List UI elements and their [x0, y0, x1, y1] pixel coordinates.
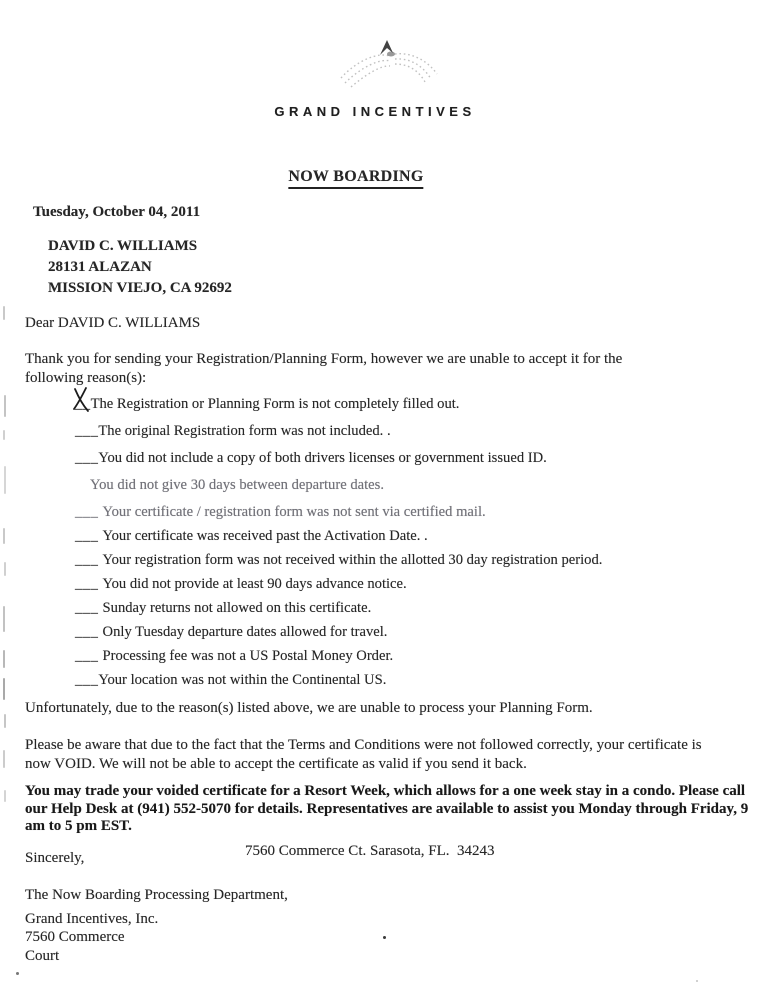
scan-streak — [3, 430, 5, 440]
scan-streak — [4, 466, 6, 494]
scan-streak — [3, 750, 5, 768]
reason-blank-line: ___ — [75, 528, 103, 544]
handwritten-x-mark — [72, 387, 90, 413]
office-address-line: 7560 Commerce Ct. Sarasota, FL. 34243 — [245, 843, 495, 859]
signature-block — [25, 886, 288, 965]
letter-title: NOW BOARDING — [288, 168, 423, 189]
scan-streak — [3, 678, 5, 700]
reason-text: The original Registration form was not included. . — [98, 423, 391, 439]
scan-speck — [16, 972, 19, 975]
scan-streak — [3, 606, 5, 632]
reason-item — [75, 423, 725, 440]
signature-department: The Now Boarding Processing Department, — [25, 887, 288, 903]
reason-text: Your registration form was not received within the allotted 30 day registration period. — [102, 552, 603, 568]
reason-blank-line: ___ — [75, 504, 103, 520]
reason-blank-line: __ — [75, 396, 91, 412]
reason-text: You did not include a copy of both drivers licenses or government issued ID. — [98, 450, 547, 466]
reason-item — [75, 624, 725, 641]
reason-text: You did not provide at least 90 days advance notice. — [102, 576, 407, 592]
scan-streak — [4, 395, 6, 417]
reason-blank-line: ___ — [75, 672, 99, 688]
reason-item — [75, 450, 725, 467]
reason-text: Sunday returns not allowed on this certificate. — [102, 600, 372, 616]
reason-blank-line: ___ — [75, 552, 103, 568]
scan-streak — [4, 790, 6, 802]
scan-speck — [696, 980, 698, 982]
scan-speck — [383, 936, 386, 939]
reason-item — [75, 672, 725, 689]
scan-streak — [4, 714, 6, 728]
scan-streak — [4, 562, 6, 576]
reason-blank-line: ___ — [75, 423, 99, 439]
signature-company: Grand Incentives, Inc. — [25, 910, 159, 927]
scan-streak — [3, 650, 5, 668]
trade-offer-paragraph: You may trade your voided certificate for a Resort Week, which allows for a one week stay in a condo. Please call our Help Desk at (941) 552-5070 for details. Representatives are available to assist you Monday through Friday, 9 am to 5 pm EST. — [25, 783, 749, 835]
intro-paragraph: Thank you for sending your Registration/Planning Form, however we are unable to accept it for the following reason(s): — [25, 351, 623, 386]
feather-swoosh-icon — [327, 38, 447, 90]
reason-item — [75, 600, 725, 617]
reason-text: Your location was not within the Continental US. — [98, 672, 387, 688]
recipient-street: 28131 ALAZAN — [48, 259, 152, 275]
reason-text: Processing fee was not a US Postal Money Order. — [102, 648, 394, 664]
reason-text: The Registration or Planning Form is not completely filled out. — [90, 396, 460, 412]
reason-item — [90, 477, 725, 494]
void-notice-paragraph: Please be aware that due to the fact that the Terms and Conditions were not followed correctly, your certificate is now VOID. We will not be able to accept the certificate as valid if you send it back. — [25, 737, 702, 772]
reason-blank-line: ___ — [75, 450, 99, 466]
reason-blank-line: ___ — [75, 600, 103, 616]
brand-wordmark: GRAND INCENTIVES — [274, 104, 476, 119]
reason-item — [75, 504, 725, 521]
salutation: Dear DAVID C. WILLIAMS — [25, 315, 201, 331]
signature-street2: Court — [25, 947, 60, 964]
reason-item — [75, 528, 725, 545]
reason-text: You did not give 30 days between departure dates. — [90, 477, 384, 493]
recipient-address-block — [48, 236, 232, 299]
reason-blank-line: ___ — [75, 648, 103, 664]
scan-streak — [3, 306, 5, 320]
reason-list — [75, 396, 725, 696]
reason-blank-line: ___ — [75, 576, 103, 592]
closing-sincerely: Sincerely, — [25, 850, 85, 866]
reason-item — [75, 576, 725, 593]
reason-text: Your certificate / registration form was not sent via certified mail. — [102, 504, 486, 520]
reason-item — [75, 396, 725, 413]
reason-blank-line: ___ — [75, 624, 103, 640]
reason-text: Your certificate was received past the Activation Date. . — [102, 528, 428, 544]
reason-text: Only Tuesday departure dates allowed for travel. — [102, 624, 388, 640]
signature-street: 7560 Commerce — [25, 929, 125, 945]
unable-to-process-paragraph: Unfortunately, due to the reason(s) listed above, we are unable to process your Planning Form. — [25, 700, 593, 716]
recipient-name: DAVID C. WILLIAMS — [48, 238, 198, 254]
scan-streak — [3, 528, 5, 544]
letter-date: Tuesday, October 04, 2011 — [33, 204, 201, 220]
reason-item — [75, 552, 725, 569]
recipient-city-state-zip: MISSION VIEJO, CA 92692 — [48, 280, 232, 296]
reason-item — [75, 648, 725, 665]
